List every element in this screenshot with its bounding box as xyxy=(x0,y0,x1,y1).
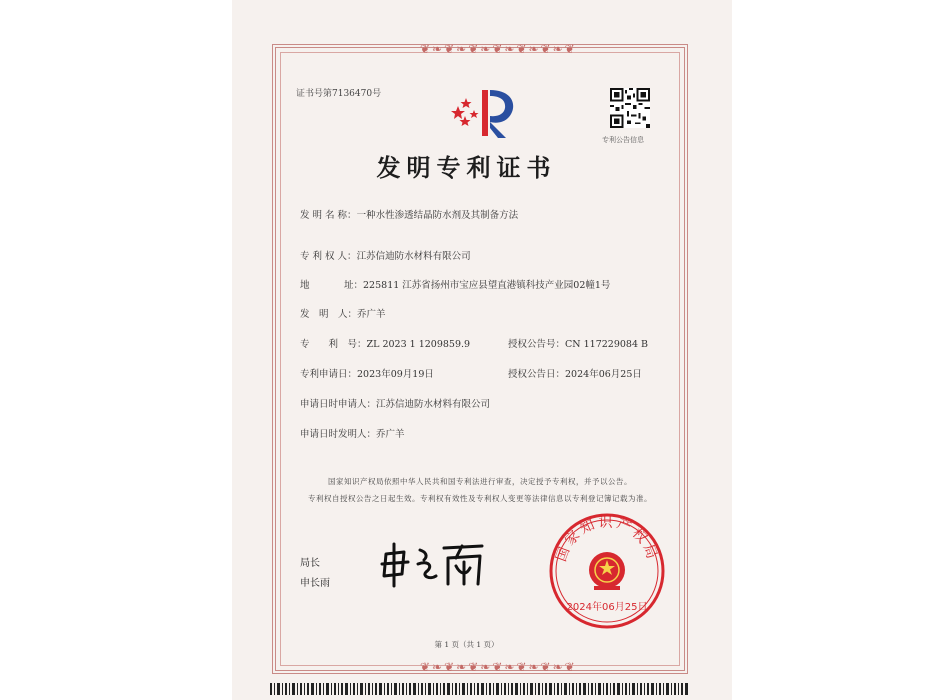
address: 225811 江苏省扬州市宝应县望直港镇科技产业园02幢1号 xyxy=(363,280,611,291)
seal-text: 国家知识产权局 xyxy=(553,514,661,564)
inventor-row xyxy=(300,306,386,320)
grant-date-label: 授权公告日： xyxy=(508,369,566,380)
inventor-label: 发 明 人： xyxy=(300,309,358,320)
patentee-label: 专 利 权 人： xyxy=(300,251,357,262)
seal-date: 2024年06月25日 xyxy=(566,602,648,613)
applicant-at-filing-row xyxy=(300,396,490,410)
patentee-row xyxy=(300,248,471,262)
notice-line-1: 国家知识产权局依照中华人民共和国专利法进行审查，决定授予专利权，并予以公告。 xyxy=(328,477,632,486)
inventor-at-filing-label: 申请日时发明人： xyxy=(300,429,377,440)
filing-date-row xyxy=(300,366,434,380)
address-label-a: 地 xyxy=(300,280,310,291)
certificate-number: 证书号第7136470号 xyxy=(296,89,382,99)
inventor-at-filing-row xyxy=(300,426,405,440)
address-label-b: 址： xyxy=(344,280,364,291)
applicant-at-filing-label: 申请日时申请人： xyxy=(300,399,377,410)
official-seal-icon xyxy=(548,512,666,630)
director-name: 申长雨 xyxy=(300,578,330,589)
qr-code-icon xyxy=(610,88,650,128)
invention-name: 一种水性渗透结晶防水剂及其制备方法 xyxy=(356,210,519,221)
invention-name-label: 发 明 名 称： xyxy=(300,210,357,221)
top-ornament: ❦❧❦❧❦❧❦❧❦❧❦❧❦ xyxy=(420,42,577,56)
patent-number-row xyxy=(300,336,470,350)
address-row xyxy=(300,277,610,291)
director-title: 局长 xyxy=(300,558,320,569)
certificate-title: 发明专利证书 xyxy=(376,153,557,182)
inventor: 乔广羊 xyxy=(357,309,386,320)
invention-name-row xyxy=(300,207,518,221)
notice-line-2: 专利权自授权公告之日起生效。专利权有效性及专利权人变更等法律信息以专利登记簿记载为准。 xyxy=(308,494,652,503)
bottom-ornament: ❦❧❦❧❦❧❦❧❦❧❦❧❦ xyxy=(420,660,577,674)
inventor-at-filing: 乔广羊 xyxy=(376,429,405,440)
cnipa-logo-icon xyxy=(444,84,524,144)
grant-pub-number-row xyxy=(508,336,648,350)
grant-date: 2024年06月25日 xyxy=(565,369,642,380)
patent-number-label: 专 利 号： xyxy=(300,339,367,350)
grant-pub-number: CN 117229084 B xyxy=(565,339,649,350)
barcode-icon xyxy=(270,683,690,695)
grant-date-row xyxy=(508,366,642,380)
qr-caption: 专利公告信息 xyxy=(602,136,644,144)
filing-date: 2023年09月19日 xyxy=(357,369,434,380)
patent-number: ZL 2023 1 1209859.9 xyxy=(366,339,471,350)
page-note: 第 1 页（共 1 页） xyxy=(434,640,499,649)
grant-pub-number-label: 授权公告号： xyxy=(508,339,566,350)
director-signature-icon xyxy=(378,540,488,590)
applicant-at-filing: 江苏信迪防水材料有限公司 xyxy=(376,399,491,410)
filing-date-label: 专利申请日： xyxy=(300,369,358,380)
patentee: 江苏信迪防水材料有限公司 xyxy=(356,251,471,262)
